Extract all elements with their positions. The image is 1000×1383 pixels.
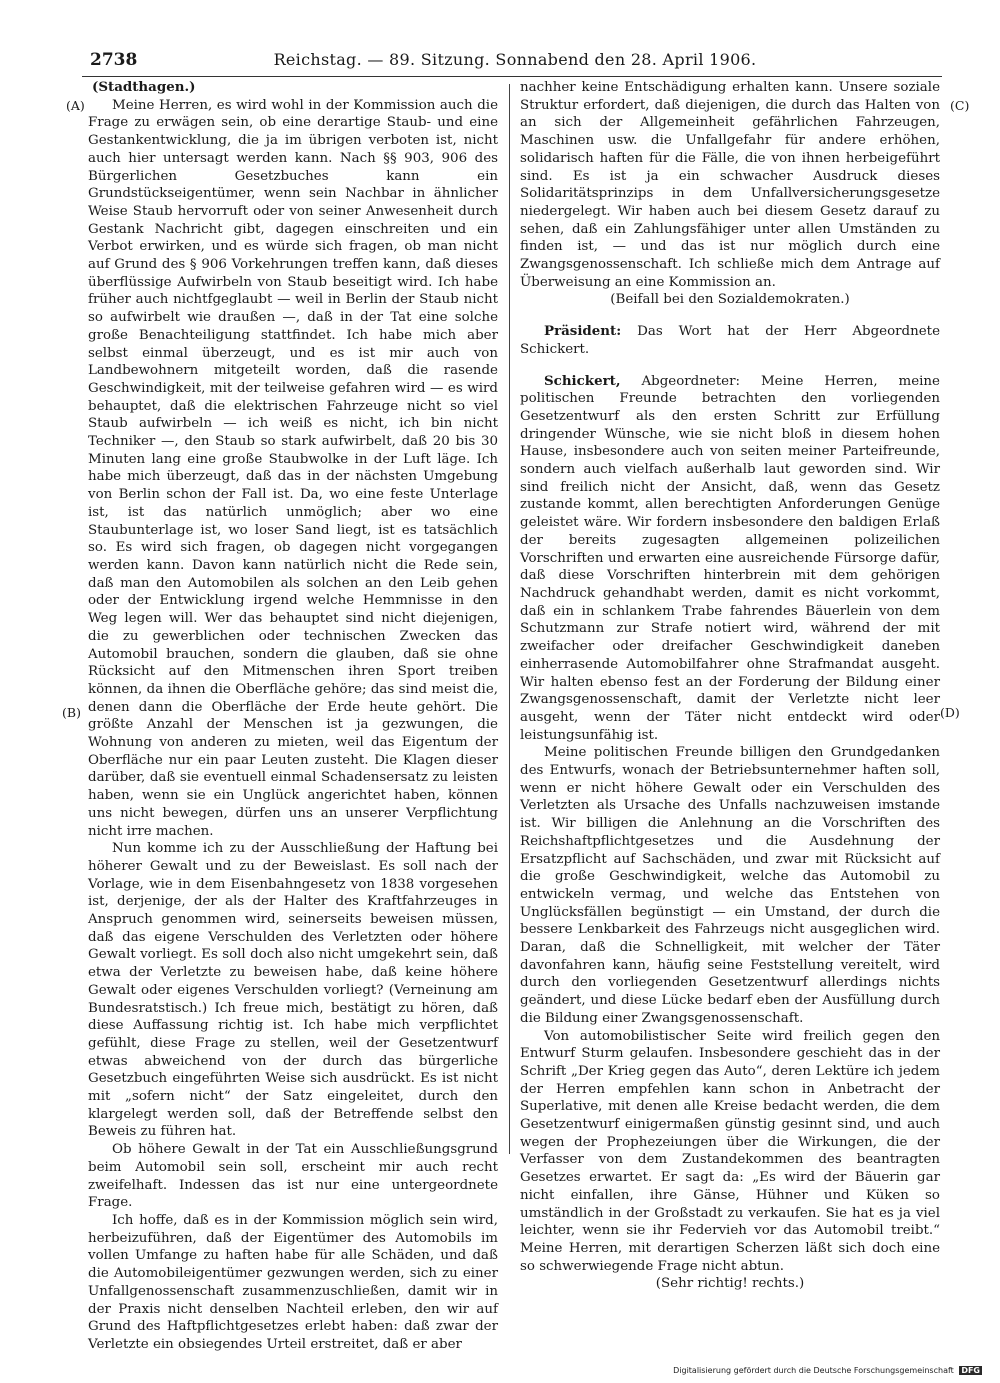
paragraph-continuation: nachher keine Entschädigung erhalten kann. Unsere soziale Struktur erfordert, daß diejenigen, die durch das Halten von an sich der Allgemeinheit gefährlichen Fahrzeugen, Maschinen usw. die Unfallgefahr für andere erhöhen, solidarisch haften für die Fälle, die von ihnen herbeigeführt sind. Es ist ja ein schwacher Ausdruck dieses Solidaritätsprinzips in dem Unfallversicherungsgesetze niedergelegt. Wir haben auch bei diesem Gesetz darauf zu sehen, daß ein Zahlungsfähiger unter allen Umständen zu finden ist, — und das ist nur möglich durch eine Zwangsgenossenschaft. Ich schließe mich dem Antrage auf Überweisung an eine Kommission an.	[520, 80, 940, 290]
margin-marker-c: (C)	[950, 98, 970, 113]
statement-text: Das Wort hat der Herr Abgeordnete Schickert.	[520, 324, 940, 357]
credit-text: Digitalisierung gefördert durch die Deutsche Forschungsgemeinschaft	[673, 1366, 954, 1375]
paragraph: Nun komme ich zu der Ausschließung der Haftung bei höherer Gewalt und zu der Beweislast. Es soll nach der Vorlage, wie in dem Eisenbahngesetz von 1838 vorgesehen ist, derjenige, der als der Halter des Kraftfahrzeuges in Anspruch genommen wird, seinerseits beweisen müssen, daß das eigene Verschulden des Verletzten oder höhere Gewalt vorliegt. Es soll doch also nicht umgekehrt sein, daß etwa der Verletzte zu beweisen habe, daß keine höhere Gewalt oder eigenes Verschulden vorliegt? (Verneinung am Bundesratstisch.) Ich freue mich, bestätigt zu hören, daß diese Auffassung richtig ist. Ich habe mich verpflichtet gefühlt, diese Frage zu stellen, weil der Gesetzentwurf etwas abweichend von der durch das bürgerliche Gesetzbuch eingeführten Weise sich ausdrückt. Es ist nicht mit „sofern nicht“ der Satz eingeleitet, durch den klargelegt werden soll, daß der Betreffende selbst den Beweis zu führen hat.	[88, 841, 498, 1140]
applause-note: (Sehr richtig! rechts.)	[655, 1276, 805, 1292]
running-head: Reichstag. — 89. Sitzung. Sonnabend den 28. April 1906.	[273, 50, 757, 69]
page-header	[90, 50, 940, 76]
right-column	[520, 79, 940, 1293]
paragraph: Meine Herren, es wird wohl in der Kommission auch die Frage zu erwägen sein, ob eine derartige Staub- und eine Gestankentwicklung, die ja im übrigen verboten ist, nicht auch hier untersagt werden kann. Nach §§ 903, 906 des Bürgerlichen Gesetzbuches kann ein Grundstückseigentümer, wenn sein Nachbar in ähnlicher Weise Staub hervorruft oder von seiner Anwesenheit durch Gestank Nachricht gibt, dagegen einschreiten und ein Verbot erwirken, und es würde sich fragen, ob man nicht auf Grund des § 906 Vorkehrungen treffen kann, daß dieses überflüssige Aufwirbeln von Staub beseitigt wird. Ich habe früher auch nichtfgeglaubt — weil in Berlin der Staub nicht so aufwirbelt wie draußen —, daß in der Tat eine solche große Benachteiligung stattfindet. Ich habe mich aber selbst einmal überzeugt, und es ist mir auch von Landbewohnern mitgeteilt worden, daß die rasende Geschwindigkeit, mit der teilweise gefahren wird — es wird behauptet, daß die elektrischen Fahrzeuge nicht so viel Staub aufwirbeln — ich weiß es nicht, ich bin nicht Techniker —, den Staub so stark aufwirbelt, daß 20 bis 30 Minuten lang eine große Staubwolke in der Luft läge. Ich habe mich überzeugt, daß das in der nächsten Umgebung von Berlin schon der Fall ist. Da, wo eine feste Unterlage ist, ist das natürlich unmöglich; aber wo eine Staubunterlage ist, wo loser Sand liegt, ist es tatsächlich so. Es wird sich fragen, ob dagegen nicht vorgegangen werden kann. Davon kann natürlich nicht die Rede sein, daß man den Automobilen als solchen an den Leib gehen oder der Entwicklung irgend welche Hemmnisse in den Weg legen will. Wer das behauptet sind nicht diejenigen, die zu gewerblichen oder technischen Zwecken das Automobil brauchen, sondern die glauben, daß sie ohne Rücksicht auf den Mitmenschen ihren Sport treiben können, da ihnen die Oberfläche gehöre; das sind meist die, denen dann die Oberfläche der Erde heute gehört. Die größte Anzahl der Menschen ist ja gezwungen, die Wohnung von anderen zu mieten, weil das Eigentum der Oberfläche nur ein paar Leuten zusteht. Die Klagen dieser darüber, daß sie eventuell einmal Schadensersatz zu leisten haben, wenn sie ein Unglück angerichtet haben, können uns nicht bewegen, dürfen uns an unserer Verpflichtung nicht irre machen.	[88, 97, 498, 839]
left-column	[88, 79, 498, 1354]
speaker-label: Schickert,	[544, 372, 621, 389]
president-statement	[520, 323, 940, 358]
paragraph: Von automobilistischer Seite wird freilich gegen den Entwurf Sturm gelaufen. Insbesondere geschieht das in der Schrift „Der Krieg gegen das Auto“, deren Lektüre ich jedem der Herren empfehlen kann schon in Anbetracht der Superlative, mit denen alle Kreise bedacht werden, die dem Gesetzentwurf einigermaßen günstig gesinnt sind, und auch wegen der Prophezeiungen über die Wirkungen, die der Verfasser von dem Zustandekommen des beantragten Gesetzes erwartet. Er sagt da: „Es wird der Bäuerin gar nicht einfallen, ihre Gänse, Hühner und Küken so umständlich in der Großstadt zu verkaufen. Sie hat es ja viel leichter, wenn sie ihr Federvieh vor das Automobil treibt.“ Meine Herren, mit derartigen Scherzen läßt sich doch eine so schwerwiegende Frage nicht abtun.	[520, 1028, 940, 1274]
digitization-credit	[673, 1366, 982, 1375]
column-divider	[509, 84, 510, 1154]
margin-marker-a: (A)	[66, 98, 85, 113]
speaker-label: Präsident:	[544, 323, 622, 340]
margin-marker-d: (D)	[940, 705, 960, 720]
statement-text: Abgeordneter: Meine Herren, meine politischen Freunde betrachten den vorliegenden Gesetzentwurf als den ersten Schritt zur Erfüllung dringender Wünsche, wie sie nicht bloß in diesem hohen Hause, insbesondere auch von seiten meiner Parteifreunde, sondern auch vielfach außerhalb laut geworden sind. Wir sind freilich nicht der Ansicht, daß, wenn das Gesetz zustande kommt, allen berechtigten Anforderungen Genüge geleistet wäre. Wir fordern insbesondere den baldigen Erlaß der bereits zugesagten allgemeinen polizeilichen Vorschriften und erwarten eine ausreichende Fürsorge dafür, daß diese Vorschriften hinterbrein mit dem gehörigen Nachdruck gehandhabt werden, damit es nicht vorkommt, daß ein in schlankem Trabe fahrendes Bäuerlein von dem Schutzmann zur Strafe notiert wird, während der mit zweifacher oder dreifacher Geschwindigkeit daneben einherrasende Automobilfahrer ohne Strafmandat ausgeht. Wir halten ebenso fest an der Forderung der Bildung einer Zwangsgenossenschaft, damit der Verletzte nicht leer ausgeht, wenn der Täter nicht entdeckt wird oder leistungsunfähig ist.	[520, 373, 940, 743]
applause-note: (Beifall bei den Sozialdemokraten.)	[610, 292, 850, 308]
header-rule	[82, 76, 942, 77]
paragraph: Ob höhere Gewalt in der Tat ein Ausschließungsgrund beim Automobil sein soll, erscheint mir auch recht zweifelhaft. Indessen das ist nur eine untergeordnete Frage.	[88, 1142, 498, 1211]
paragraph: Ich hoffe, daß es in der Kommission möglich sein wird, herbeizuführen, daß der Eigentümer des Automobils im vollen Umfange zu haften habe für alle Schäden, und daß die Automobileigentümer gezwungen werden, sich zu einer Unfallgenossenschaft zusammenzuschließen, damit wir in der Praxis nicht denselben Nachteil erleben, den wir auf Grund des Haftpflichtgesetzes erlebt haben: daß zwar der Verletzte ein obsiegendes Urteil erstreitet, daß er aber	[88, 1213, 498, 1352]
dfg-logo: DFG	[961, 1366, 980, 1375]
page-number: 2738	[90, 50, 138, 70]
speaker-statement	[520, 373, 940, 745]
margin-marker-b: (B)	[62, 705, 81, 720]
paragraph: Meine politischen Freunde billigen den Grundgedanken des Entwurfs, wonach der Betriebsunternehmer haften soll, wenn er nicht höhere Gewalt oder ein Verschulden des Verletzten als Ursache des Unfalls nachzuweisen imstande ist. Wir billigen die Anlehnung an die Vorschriften des Reichshaftpflichtgesetzes und die Ausdehnung der Ersatzpflicht auf Sachschäden, und zwar mit Rücksicht auf die große Geschwindigkeit, welche das Automobil zu entwickeln vermag, und welche das Entstehen von Unglücksfällen begünstigt — ein Umstand, der durch die bessere Lenkbarkeit des Fahrzeugs nicht ausgeglichen wird. Daran, daß die Schnelligkeit, mit welcher der Täter davonfahren kann, häufig seine Feststellung vereitelt, wird durch den vorliegenden Gesetzentwurf allerdings nichts geändert, und diese Lücke bedarf eben der Ausfüllung durch die Bildung einer Zwangsgenossenschaft.	[520, 745, 940, 1026]
speaker-tag: (Stadthagen.)	[92, 79, 196, 95]
